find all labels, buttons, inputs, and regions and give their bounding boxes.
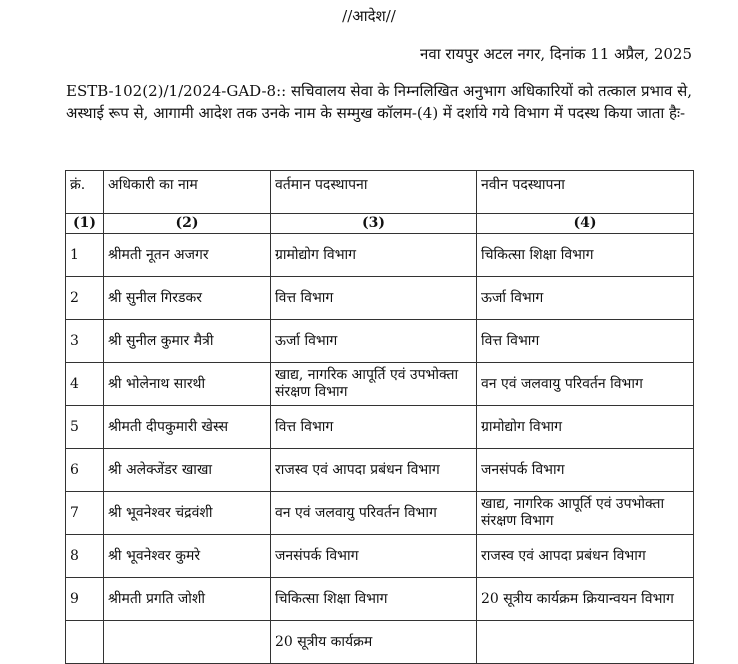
serial-cell: 3 [66,320,104,363]
new-posting-cell: जनसंपर्क विभाग [477,449,694,492]
officer-name-cell [104,621,271,664]
header-current-posting: वर्तमान पदस्थापना [271,171,477,214]
serial-cell: 8 [66,535,104,578]
table-row [66,449,694,492]
dateline: नवा रायपुर अटल नगर, दिनांक 11 अप्रैल, 2025 [420,45,692,63]
table-row [66,492,694,535]
table-row [66,363,694,406]
new-posting-cell: ग्रामोद्योग विभाग [477,406,694,449]
serial-cell: 2 [66,277,104,320]
current-posting-cell: ग्रामोद्योग विभाग [271,234,477,277]
table-row [66,277,694,320]
current-posting-cell: चिकित्सा शिक्षा विभाग [271,578,477,621]
table-header-row [66,171,694,214]
officer-name-cell: श्री सुनील गिरडकर [104,277,271,320]
serial-cell [66,621,104,664]
table-row [66,320,694,363]
officer-name-cell: श्री सुनील कुमार मैत्री [104,320,271,363]
new-posting-cell [477,621,694,664]
serial-cell: 7 [66,492,104,535]
officer-name-cell: श्री भोलेनाथ सारथी [104,363,271,406]
table-row [66,621,694,664]
current-posting-cell: खाद्य, नागरिक आपूर्ति एवं उपभोक्ता संरक्षण विभाग [271,363,477,406]
intro-paragraph: ESTB-102(2)/1/2024-GAD-8:: सचिवालय सेवा के निम्नलिखित अनुभाग अधिकारियों को तत्काल प्रभाव से, अस्थाई रूप से, आगामी आदेश तक उनके नाम के सम्मुख कॉलम-(4) में दर्शाये गये विभाग में पदस्थ किया जाता हैः- [66,82,692,122]
serial-cell: 6 [66,449,104,492]
order-title: //आदेश// [342,7,396,25]
officer-name-cell: श्रीमती दीपकुमारी खेस्स [104,406,271,449]
officer-name-cell: श्रीमती नूतन अजगर [104,234,271,277]
officer-name-cell: श्रीमती प्रगति जोशी [104,578,271,621]
column-number-row [66,214,694,234]
column-number: (1) [66,214,104,234]
current-posting-cell: राजस्व एवं आपदा प्रबंधन विभाग [271,449,477,492]
new-posting-cell: खाद्य, नागरिक आपूर्ति एवं उपभोक्ता संरक्षण विभाग [477,492,694,535]
column-number: (4) [477,214,694,234]
table-row [66,406,694,449]
new-posting-cell: वित्त विभाग [477,320,694,363]
current-posting-cell: 20 सूत्रीय कार्यक्रम [271,621,477,664]
serial-cell: 9 [66,578,104,621]
header-officer-name: अधिकारी का नाम [104,171,271,214]
header-serial: क्रं. [66,171,104,214]
column-number: (3) [271,214,477,234]
table-row [66,234,694,277]
officer-name-cell: श्री अलेक्जेंडर खाखा [104,449,271,492]
new-posting-cell: चिकित्सा शिक्षा विभाग [477,234,694,277]
new-posting-cell: राजस्व एवं आपदा प्रबंधन विभाग [477,535,694,578]
current-posting-cell: जनसंपर्क विभाग [271,535,477,578]
column-number: (2) [104,214,271,234]
new-posting-cell: ऊर्जा विभाग [477,277,694,320]
serial-cell: 5 [66,406,104,449]
current-posting-cell: वन एवं जलवायु परिवर्तन विभाग [271,492,477,535]
new-posting-cell: 20 सूत्रीय कार्यक्रम क्रियान्वयन विभाग [477,578,694,621]
new-posting-cell: वन एवं जलवायु परिवर्तन विभाग [477,363,694,406]
table-row [66,578,694,621]
current-posting-cell: ऊर्जा विभाग [271,320,477,363]
header-new-posting: नवीन पदस्थापना [477,171,694,214]
posting-table [65,170,694,664]
serial-cell: 4 [66,363,104,406]
officer-name-cell: श्री भूवनेश्वर कुमरे [104,535,271,578]
table-row [66,535,694,578]
serial-cell: 1 [66,234,104,277]
current-posting-cell: वित्त विभाग [271,277,477,320]
current-posting-cell: वित्त विभाग [271,406,477,449]
officer-name-cell: श्री भूवनेश्वर चंद्रवंशी [104,492,271,535]
